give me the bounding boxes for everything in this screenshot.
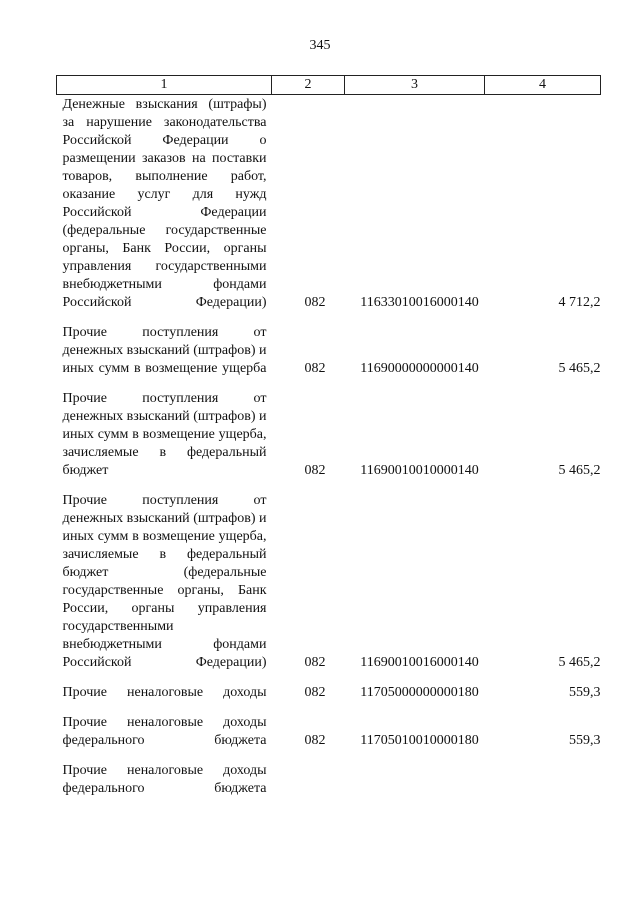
table-row [57, 312, 601, 378]
row-description: Денежные взыскания (штрафы) за нарушение законодательства Российской Федерации о размещении заказов на поставки товаров, выполнение работ, оказание услуг для нужд Российской Федерации (федеральные государственные органы, Банк России, органы управления государственными внебюджетными фондами Российской Федерации) [62, 97, 267, 310]
row-admin-code: 082 [304, 655, 326, 670]
table-row [57, 480, 601, 672]
row-description: Прочие неналоговые доходы федерального бюджета [62, 763, 267, 796]
row-budget-code: 11633010016000140 [360, 295, 479, 310]
column-number-row [57, 76, 601, 95]
row-admin-code: 082 [304, 685, 326, 700]
column-header-4: 4 [485, 76, 601, 95]
table-row [57, 95, 601, 313]
row-admin-code: 082 [304, 361, 326, 376]
row-description: Прочие поступления от денежных взысканий (штрафов) и иных сумм в возмещение ущерба [62, 325, 267, 376]
row-budget-code: 11690010016000140 [360, 655, 479, 670]
row-amount: 559,3 [569, 685, 601, 700]
table-body [57, 95, 601, 799]
table-row [57, 378, 601, 480]
row-amount: 5 465,2 [558, 361, 601, 376]
column-header-1: 1 [57, 76, 272, 95]
row-description: Прочие поступления от денежных взысканий (штрафов) и иных сумм в возмещение ущерба, зачисляемые в федеральный бюджет [62, 391, 267, 478]
row-budget-code: 11690000000000140 [360, 361, 479, 376]
row-amount: 5 465,2 [558, 463, 601, 478]
row-amount: 4 712,2 [558, 295, 601, 310]
row-budget-code: 11705000000000180 [360, 685, 479, 700]
row-amount: 5 465,2 [558, 655, 601, 670]
row-amount [485, 750, 601, 798]
row-description: Прочие поступления от денежных взысканий (штрафов) и иных сумм в возмещение ущерба, зачисляемые в федеральный бюджет (федеральные государственные органы, Банк России, органы управления государственными внебюджетными фондами Российской Федерации) [62, 493, 267, 670]
table-row [57, 750, 601, 798]
table-row [57, 702, 601, 750]
page-number: 345 [309, 38, 331, 53]
row-description: Прочие неналоговые доходы [62, 685, 267, 700]
row-budget-code: 11690010010000140 [360, 463, 479, 478]
row-budget-code: 11705010010000180 [360, 733, 479, 748]
row-admin-code: 082 [304, 733, 326, 748]
row-amount: 559,3 [569, 733, 601, 748]
table-header [57, 76, 601, 95]
revenue-table [56, 75, 601, 798]
table-row [57, 672, 601, 702]
column-header-2: 2 [272, 76, 345, 95]
row-admin-code [272, 750, 345, 798]
column-header-3: 3 [345, 76, 485, 95]
row-description: Прочие неналоговые доходы федерального бюджета [62, 715, 267, 748]
row-admin-code: 082 [304, 295, 326, 310]
row-budget-code [345, 750, 485, 798]
row-admin-code: 082 [304, 463, 326, 478]
